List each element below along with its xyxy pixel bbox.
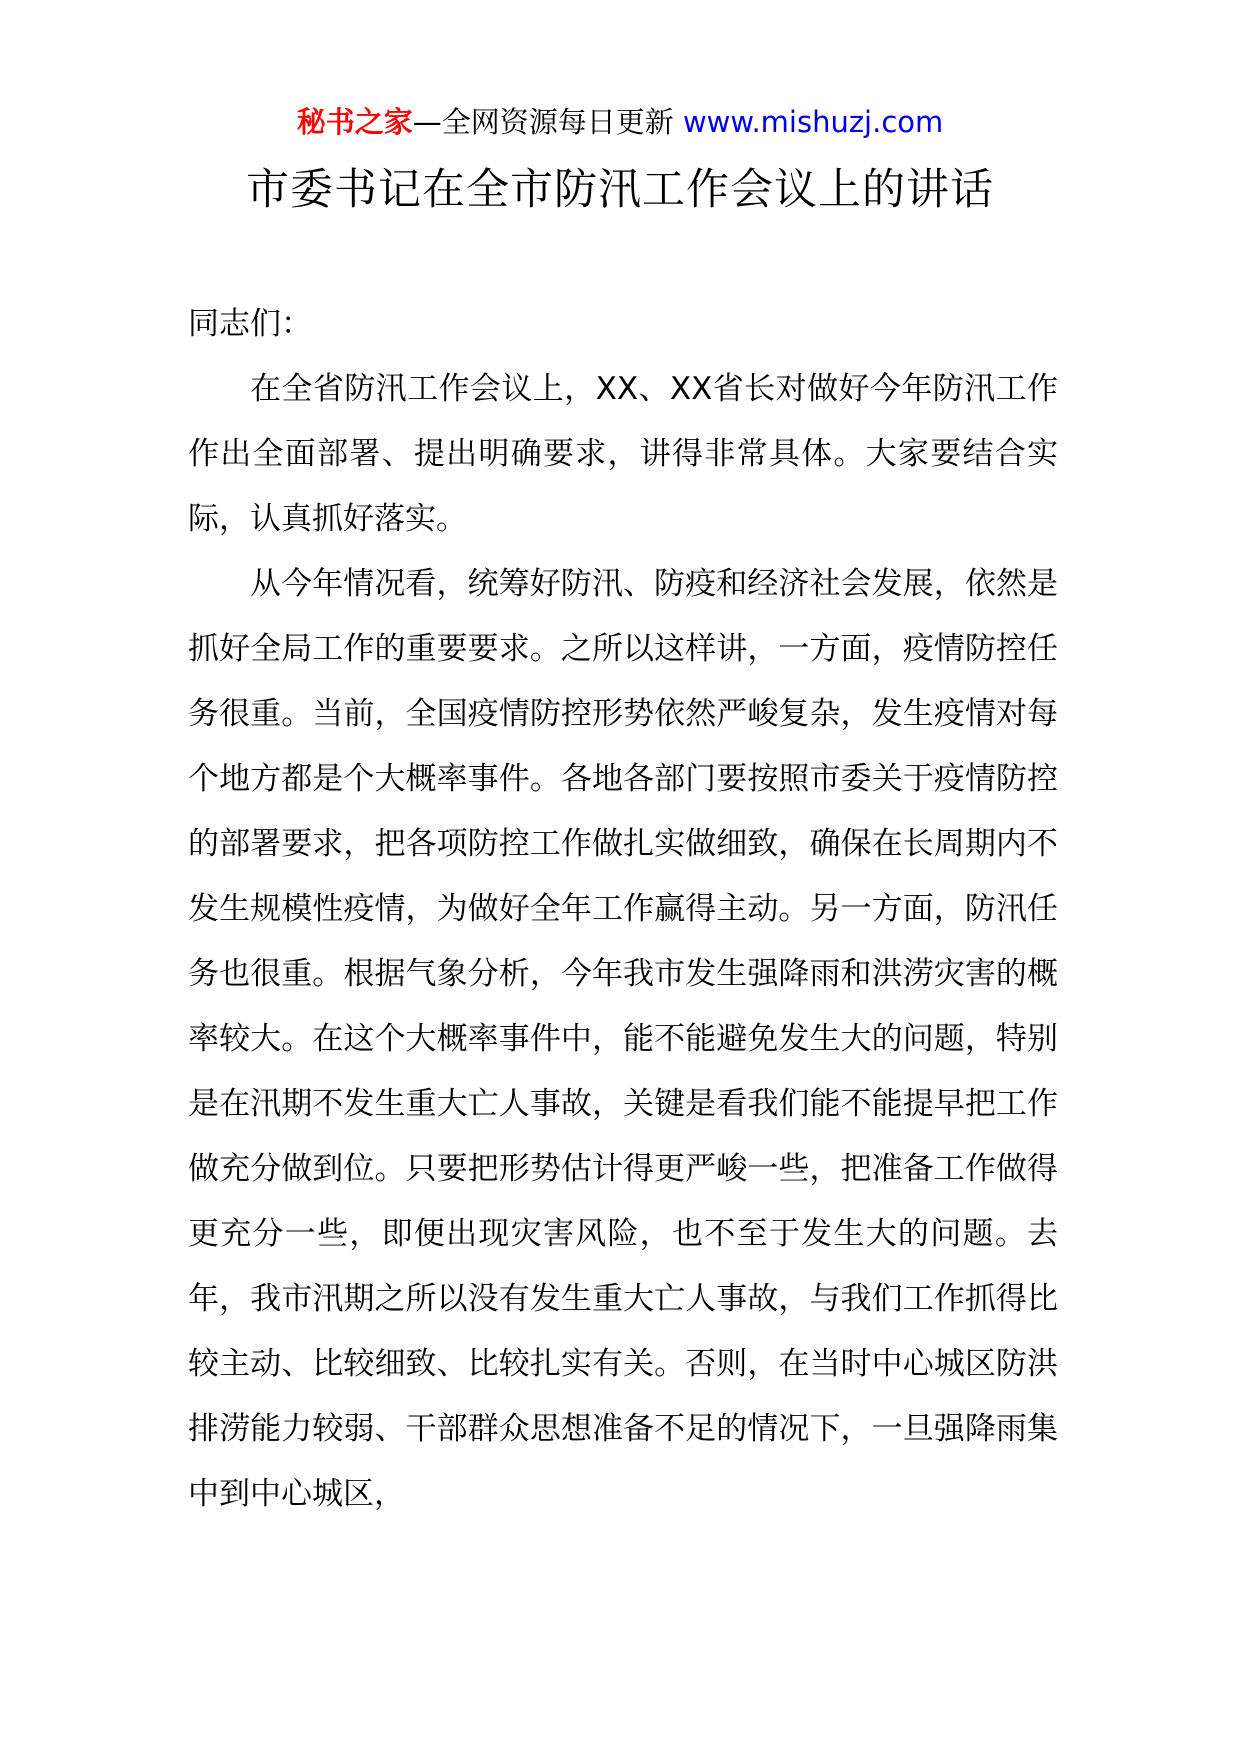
site-header: [0, 102, 1240, 142]
site-url-link[interactable]: www.mishuzj.com: [682, 105, 944, 139]
salutation: 同志们：: [188, 306, 312, 342]
paragraph: 在全省防汛工作会议上，XX、XX省长对做好今年防汛工作作出全面部署、提出明确要求，讲得非常具体。大家要结合实际，认真抓好落实。: [188, 371, 1058, 537]
site-tagline: —全网资源每日更新: [412, 105, 674, 139]
site-brand: 秘书之家: [296, 105, 413, 139]
document-body: [188, 292, 1058, 1527]
paragraph: 从今年情况看，统筹好防汛、防疫和经济社会发展，依然是抓好全局工作的重要要求。之所以这样讲，一方面，疫情防控任务很重。当前，全国疫情防控形势依然严峻复杂，发生疫情对每个地方都是个大概率事件。各地各部门要按照市委关于疫情防控的部署要求，把各项防控工作做扎实做细致，确保在长周期内不发生规模性疫情，为做好全年工作赢得主动。另一方面，防汛任务也很重。根据气象分析，今年我市发生强降雨和洪涝灾害的概率较大。在这个大概率事件中，能不能避免发生大的问题，特别是在汛期不发生重大亡人事故，关键是看我们能不能提早把工作做充分做到位。只要把形势估计得更严峻一些，把准备工作做得更充分一些，即便出现灾害风险，也不至于发生大的问题。去年，我市汛期之所以没有发生重大亡人事故，与我们工作抓得比较主动、比较细致、比较扎实有关。否则，在当时中心城区防洪排涝能力较弱、干部群众思想准备不足的情况下，一旦强降雨集中到中心城区，: [188, 566, 1058, 1512]
document-title: 市委书记在全市防汛工作会议上的讲话: [246, 165, 994, 215]
